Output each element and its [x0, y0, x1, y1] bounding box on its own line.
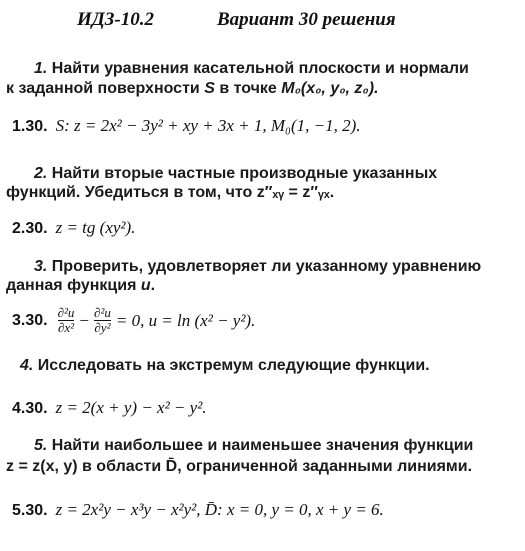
task-3-line-2	[6, 277, 155, 295]
problem-3-30-number: 3.30.	[12, 311, 48, 329]
task-4-text-1: Исследовать на экстремум следующие функции.	[37, 357, 430, 374]
problem-5-30-text: z = 2x²y − x³y − x²y², D̄: x = 0, y = 0, x + y = 6.	[55, 500, 384, 519]
fraction-2-numerator: ∂²u	[94, 305, 111, 320]
fraction-2	[94, 306, 111, 335]
fraction-2-denominator: ∂y²	[94, 320, 111, 335]
problem-2-30-text: z = tg (xy²).	[55, 218, 136, 237]
problem-3-30-tail: = 0, u = ln (x² − y²).	[115, 310, 256, 330]
problem-4-30-text: z = 2(x + y) − x² − y².	[55, 398, 207, 417]
task-1-text-1: Найти уравнения касательной плоскости и нормали	[51, 60, 469, 77]
task-5-line-1	[34, 437, 473, 455]
task-2-line-1	[34, 165, 437, 183]
task-1-surface-s: S	[204, 80, 215, 97]
task-1-point: M₀(x₀, y₀, z₀).	[281, 80, 379, 97]
task-2-number: 2.	[34, 165, 48, 182]
task-4-line-1	[20, 357, 430, 375]
fraction-1-denominator: ∂x²	[57, 320, 75, 335]
problem-1-30-number: 1.30.	[12, 118, 48, 135]
task-2-text-2: функций. Убедиться в том, что z″ₓᵧ = z″ᵧₓ.	[6, 184, 335, 201]
task-3-text-2a: данная функция	[6, 277, 141, 294]
problem-3-30	[12, 306, 255, 335]
task-5-line-2	[6, 458, 472, 476]
task-2-line-2	[6, 184, 334, 202]
problem-2-30-number: 2.30.	[12, 220, 48, 237]
document-id: ИДЗ-10.2	[77, 9, 155, 30]
problem-1-30	[12, 116, 361, 136]
task-1-line-1	[34, 60, 469, 78]
task-3-text-2b: .	[150, 277, 156, 294]
problem-4-30	[12, 398, 207, 418]
task-2-text-1: Найти вторые частные производные указанных	[51, 165, 438, 182]
task-1-line-2	[6, 80, 379, 98]
task-1-text-2a: к заданной поверхности	[6, 80, 205, 97]
task-3-line-1	[34, 258, 481, 276]
task-4-number: 4.	[20, 357, 34, 374]
fraction-1	[58, 306, 75, 335]
minus-sign: −	[79, 310, 90, 330]
task-1-number: 1.	[34, 60, 48, 77]
problem-5-30	[12, 500, 384, 520]
task-3-function-u: u	[140, 277, 151, 294]
task-5-text-2: z = z(x, y) в области D̄, ограниченной заданными линиями.	[6, 458, 473, 475]
task-5-text-1: Найти наибольшее и наименьшее значения функции	[51, 437, 474, 454]
problem-4-30-number: 4.30.	[12, 400, 48, 417]
task-1-text-2b: в точке	[214, 80, 282, 97]
problem-5-30-number: 5.30.	[12, 502, 48, 519]
problem-2-30	[12, 218, 135, 238]
task-5-number: 5.	[34, 437, 48, 454]
task-3-text-1: Проверить, удовлетворяет ли указанному уравнению	[51, 258, 482, 275]
problem-1-30-text: S: z = 2x² − 3y² + xy + 3x + 1, M₀(1, −1, 2).	[55, 116, 361, 135]
task-3-number: 3.	[34, 258, 48, 275]
variant-title: Вариант 30 решения	[217, 9, 396, 30]
fraction-1-numerator: ∂²u	[57, 305, 75, 320]
